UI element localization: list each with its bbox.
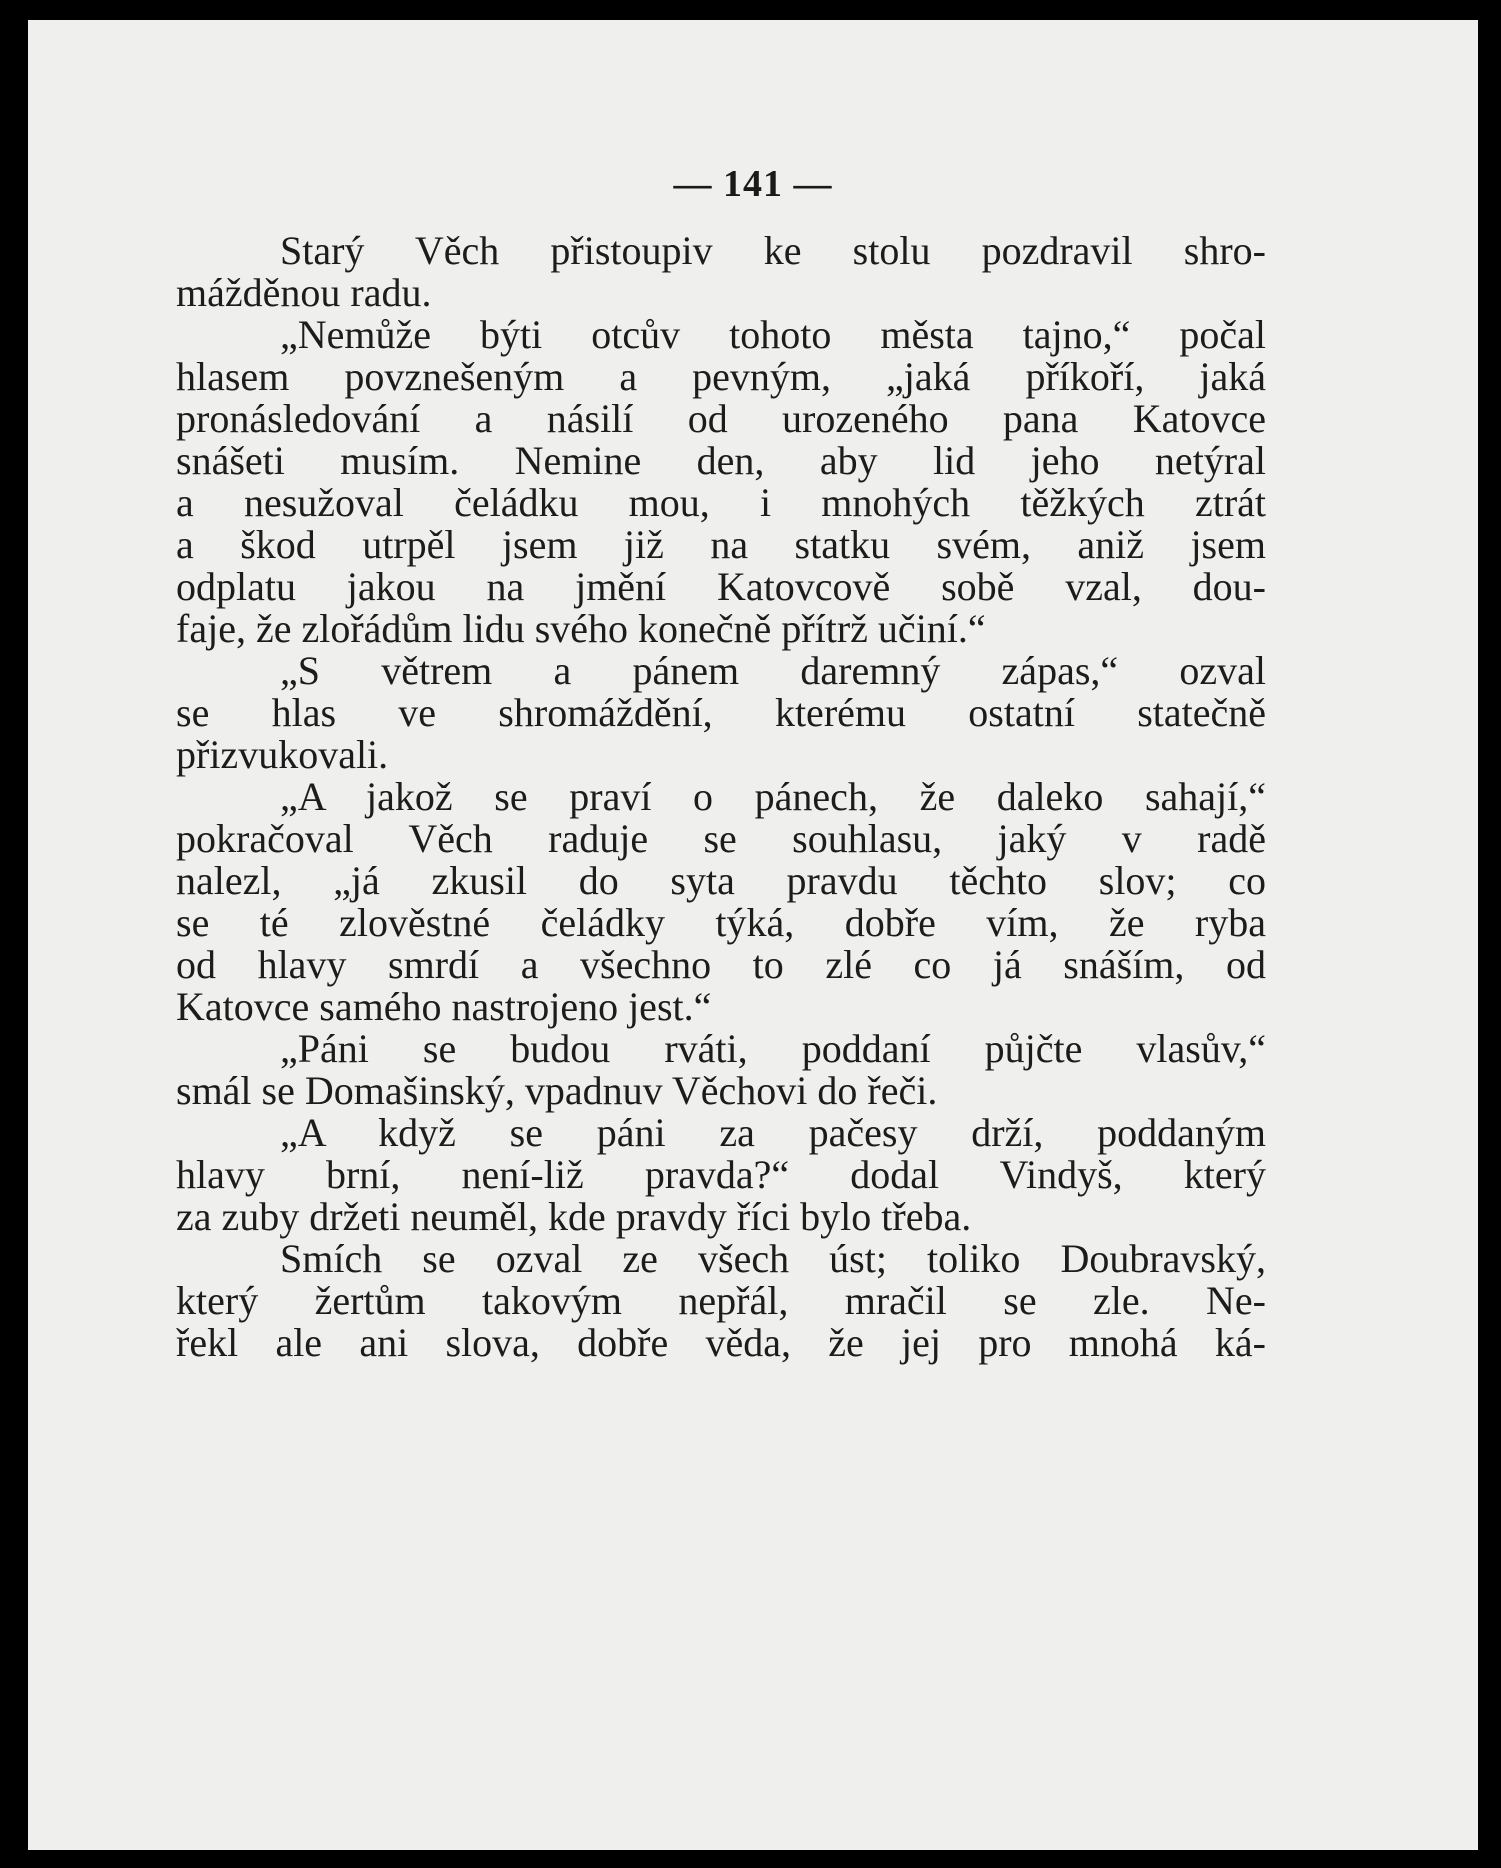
text-line: se hlas ve shromáždění, kterému ostatní statečně bbox=[176, 690, 1266, 735]
text-line: Katovce samého nastrojeno jest.“ bbox=[176, 984, 712, 1029]
text-line: přizvukovali. bbox=[176, 732, 389, 777]
text-line: „A jakož se praví o pánech, že daleko sahají,“ bbox=[280, 774, 1266, 819]
text-line: Starý Věch přistoupiv ke stolu pozdravil shro- bbox=[280, 228, 1266, 273]
page-number: — 141 — bbox=[673, 163, 833, 205]
text-line: pokračoval Věch raduje se souhlasu, jaký v radě bbox=[176, 816, 1266, 861]
text-line: „A když se páni za pačesy drží, poddaným bbox=[280, 1110, 1266, 1155]
text-line: hlavy brní, není-liž pravda?“ dodal Vindyš, který bbox=[176, 1152, 1266, 1197]
text-line: hlasem povznešeným a pevným, „jaká příkoří, jaká bbox=[176, 354, 1266, 399]
text-line: snášeti musím. Nemine den, aby lid jeho netýral bbox=[176, 438, 1266, 483]
text-line: a škod utrpěl jsem již na statku svém, aniž jsem bbox=[176, 522, 1266, 567]
text-line: Smích se ozval ze všech úst; toliko Doubravský, bbox=[280, 1236, 1266, 1281]
text-line: „S větrem a pánem daremný zápas,“ ozval bbox=[280, 648, 1266, 693]
text-line: „Páni se budou rváti, poddaní půjčte vlasův,“ bbox=[280, 1026, 1266, 1071]
text-line: pronásledování a násilí od urozeného pana Katovce bbox=[176, 396, 1266, 441]
text-line: smál se Domašinský, vpadnuv Věchovi do řeči. bbox=[176, 1068, 938, 1113]
text-line: mážděnou radu. bbox=[176, 270, 432, 315]
text-line: za zuby držeti neuměl, kde pravdy říci bylo třeba. bbox=[176, 1194, 972, 1239]
text-line: faje, že zlořádům lidu svého konečně přítrž učiní.“ bbox=[176, 606, 986, 651]
text-line: od hlavy smrdí a všechno to zlé co já snáším, od bbox=[176, 942, 1266, 987]
text-line: se té zlověstné čeládky týká, dobře vím, že ryba bbox=[176, 900, 1266, 945]
text-line: který žertům takovým nepřál, mračil se zle. Ne- bbox=[176, 1278, 1266, 1323]
text-line: nalezl, „já zkusil do syta pravdu těchto slov; co bbox=[176, 858, 1266, 903]
text-line: řekl ale ani slova, dobře věda, že jej pro mnohá ká- bbox=[176, 1320, 1266, 1365]
text-line: a nesužoval čeládku mou, i mnohých těžkých ztrát bbox=[176, 480, 1266, 525]
text-line: odplatu jakou na jmění Katovcově sobě vzal, dou- bbox=[176, 564, 1266, 609]
book-page bbox=[28, 20, 1478, 1850]
text-line: „Nemůže býti otcův tohoto města tajno,“ počal bbox=[280, 312, 1266, 357]
